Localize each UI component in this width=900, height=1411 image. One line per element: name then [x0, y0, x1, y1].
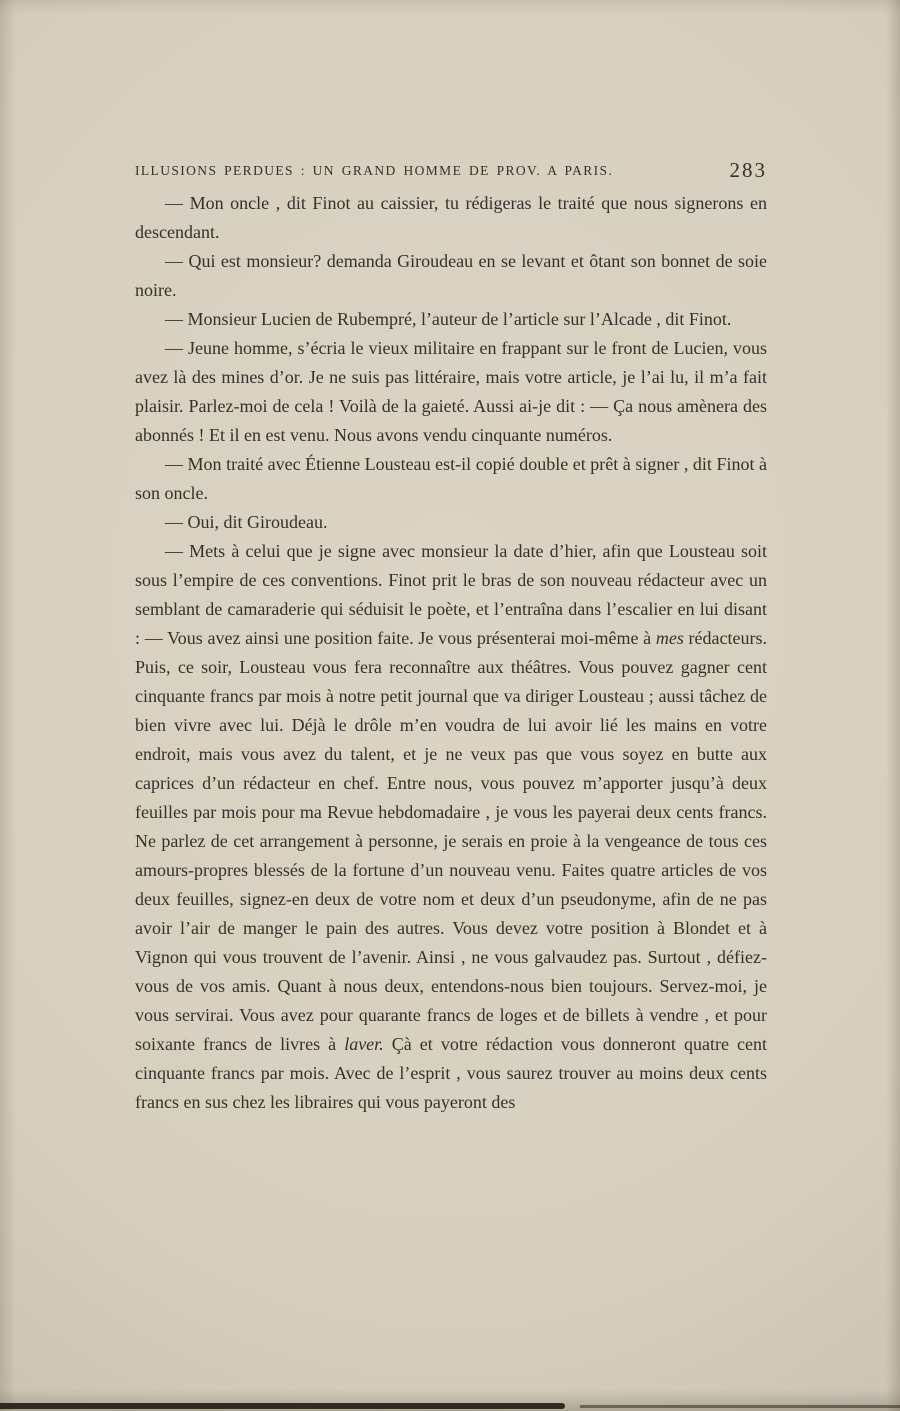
body-text: — Mon oncle , dit Finot au caissier, tu rédigeras le traité que nous signerons en descendant.	[135, 193, 767, 242]
paragraph	[135, 450, 767, 508]
scan-edge-artifact	[0, 1403, 565, 1409]
italic-text: mes	[655, 628, 684, 648]
body-text: rédacteurs. Puis, ce soir, Lousteau vous fera reconnaître aux théâtres. Vous pouvez gagner cent cinquante francs par mois à notre petit journal que va diriger Lousteau ; aussi tâchez de bien vivre avec lui. Déjà le drôle m’en voudra de lui avoir lié les mains en votre endroit, mais vous avez du talent, et je ne veux pas que vous soyez en butte aux caprices d’un rédacteur en chef. Entre nous, vous pouvez m’apporter jusqu’à deux feuilles par mois pour ma Revue hebdomadaire , je vous les payerai deux cents francs. Ne parlez de cet arrangement à personne, je serais en proie à la vengeance de tous ces amours-propres blessés de la fortune d’un nouveau venu. Faites quatre articles de vos deux feuilles, signez-en deux de votre nom et deux d’un pseudonyme, afin de ne pas avoir l’air de manger le pain des autres. Vous devez votre position à Blondet et à Vignon qui vous trouvent de l’avenir. Ainsi , ne vous galvaudez pas. Surtout , défiez-vous de vos amis. Quant à nous deux, entendons-nous bien toujours. Servez-moi, je vous servirai. Vous avez pour quarante francs de loges et de billets à vendre , et pour soixante francs de livres à	[135, 628, 767, 1054]
paragraph	[135, 537, 767, 1117]
body-text: — Jeune homme, s’écria le vieux militaire en frappant sur le front de Lucien, vous avez là des mines d’or. Je ne suis pas littéraire, mais votre article, je l’ai lu, il m’a fait plaisir. Parlez-moi de cela ! Voilà de la gaieté. Aussi ai-je dit : — Ça nous amènera des abonnés ! Et il en est venu. Nous avons vendu cinquante numéros.	[135, 338, 767, 445]
body-text: — Mon traité avec Étienne Lousteau est-il copié double et prêt à signer , dit Finot à son oncle.	[135, 454, 767, 503]
body-text: — Mets à celui que je signe avec monsieur la date d’hier, afin que Lousteau soit sous l’empire de ces conventions. Finot prit le bras de son nouveau rédacteur avec un semblant de camaraderie qui séduisit le poète, et l’entraîna dans l’escalier en lui disant : — Vous avez ainsi une position faite. Je vous présenterai moi-même à	[135, 541, 767, 648]
text-block	[135, 189, 767, 1117]
running-header	[135, 156, 767, 181]
page-number: 283	[729, 158, 767, 182]
paragraph	[135, 247, 767, 305]
running-header-title: ILLUSIONS PERDUES : UN GRAND HOMME DE PROV. A PARIS.	[135, 163, 614, 178]
body-text: — Oui, dit Giroudeau.	[165, 512, 328, 532]
paragraph	[135, 334, 767, 450]
body-text: — Qui est monsieur? demanda Giroudeau en se levant et ôtant son bonnet de soie noire.	[135, 251, 767, 300]
body-text: Çà et votre rédaction vous donneront quatre cent cinquante francs par mois. Avec de l’esprit , vous saurez trouver au moins deux cents francs en sus chez les libraires qui vous payeront des	[135, 1034, 767, 1112]
page-content	[135, 156, 767, 1117]
italic-text: laver.	[344, 1034, 384, 1054]
paragraph	[135, 189, 767, 247]
scan-edge-artifact-right	[580, 1405, 900, 1408]
paragraph	[135, 305, 767, 334]
body-text: — Monsieur Lucien de Rubempré, l’auteur de l’article sur l’Alcade , dit Finot.	[165, 309, 732, 329]
paragraph	[135, 508, 767, 537]
